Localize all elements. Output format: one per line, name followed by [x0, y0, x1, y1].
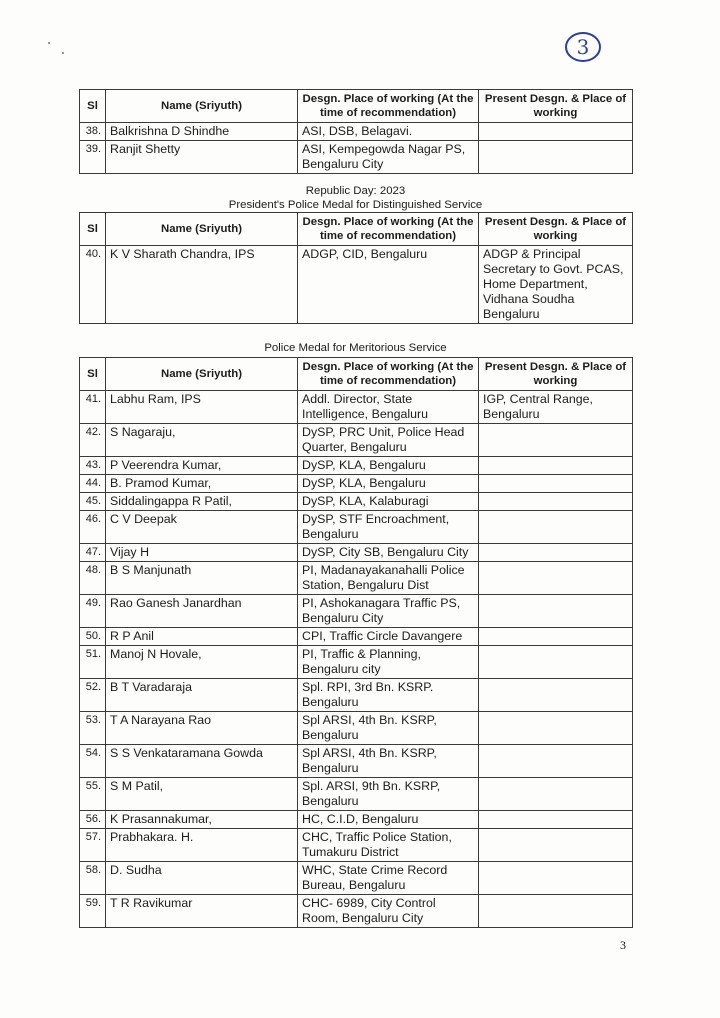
cell-designation: Spl ARSI, 4th Bn. KSRP, Bengaluru: [298, 745, 479, 778]
table-row: [80, 493, 633, 511]
table-meritorious-service: [79, 357, 633, 928]
cell-name: S S Venkataramana Gowda: [106, 745, 298, 778]
cell-present: [479, 862, 633, 895]
cell-sl: 46.: [80, 511, 106, 544]
table-row: [80, 679, 633, 712]
cell-present: [479, 646, 633, 679]
cell-name: T R Ravikumar: [106, 895, 298, 928]
header-name: Name (Sriyuth): [106, 213, 298, 246]
table-row: [80, 562, 633, 595]
cell-sl: 55.: [80, 778, 106, 811]
cell-name: Manoj N Hovale,: [106, 646, 298, 679]
cell-designation: Addl. Director, State Intelligence, Bengaluru: [298, 391, 479, 424]
cell-sl: 42.: [80, 424, 106, 457]
header-sl: Sl: [80, 358, 106, 391]
cell-name: Siddalingappa R Patil,: [106, 493, 298, 511]
cell-designation: Spl ARSI, 4th Bn. KSRP, Bengaluru: [298, 712, 479, 745]
table-body: [80, 246, 633, 324]
cell-designation: DySP, STF Encroachment, Bengaluru: [298, 511, 479, 544]
section-title-meritorious-service: Police Medal for Meritorious Service: [264, 342, 447, 354]
cell-sl: 43.: [80, 457, 106, 475]
table-row: [80, 595, 633, 628]
table-row: [80, 862, 633, 895]
cell-designation: WHC, State Crime Record Bureau, Bengaluru: [298, 862, 479, 895]
handwritten-page-mark: [563, 30, 603, 64]
table-row: [80, 123, 633, 141]
table-row: [80, 745, 633, 778]
cell-present: [479, 457, 633, 475]
cell-present: ADGP & Principal Secretary to Govt. PCAS, Home Department, Vidhana Soudha Bengaluru: [479, 246, 633, 324]
table-row: [80, 511, 633, 544]
cell-present: [479, 562, 633, 595]
cell-present: [479, 679, 633, 712]
header-present: Present Desgn. & Place of working: [479, 213, 633, 246]
cell-designation: HC, C.I.D, Bengaluru: [298, 811, 479, 829]
header-name: Name (Sriyuth): [106, 90, 298, 123]
cell-name: Rao Ganesh Janardhan: [106, 595, 298, 628]
header-sl: Sl: [80, 213, 106, 246]
scan-speck: [62, 52, 64, 54]
cell-present: [479, 141, 633, 174]
cell-designation: PI, Madanayakanahalli Police Station, Bengaluru Dist: [298, 562, 479, 595]
cell-name: B. Pramod Kumar,: [106, 475, 298, 493]
table-row: [80, 544, 633, 562]
cell-present: [479, 493, 633, 511]
table-row: [80, 246, 633, 324]
cell-sl: 48.: [80, 562, 106, 595]
cell-designation: DySP, KLA, Kalaburagi: [298, 493, 479, 511]
table-body: [80, 391, 633, 928]
cell-present: [479, 745, 633, 778]
cell-sl: 52.: [80, 679, 106, 712]
table-row: [80, 475, 633, 493]
cell-present: [479, 712, 633, 745]
table-row: [80, 895, 633, 928]
page-mark-text: 3: [576, 35, 590, 59]
cell-present: [479, 123, 633, 141]
table-row: [80, 457, 633, 475]
cell-name: K Prasannakumar,: [106, 811, 298, 829]
cell-present: [479, 595, 633, 628]
cell-name: T A Narayana Rao: [106, 712, 298, 745]
cell-designation: DySP, KLA, Bengaluru: [298, 457, 479, 475]
cell-name: B T Varadaraja: [106, 679, 298, 712]
cell-present: [479, 424, 633, 457]
cell-name: Balkrishna D Shindhe: [106, 123, 298, 141]
header-designation: Desgn. Place of working (At the time of recommendation): [298, 213, 479, 246]
cell-name: D. Sudha: [106, 862, 298, 895]
cell-sl: 54.: [80, 745, 106, 778]
header-present: Present Desgn. & Place of working: [479, 358, 633, 391]
cell-present: [479, 544, 633, 562]
cell-sl: 39.: [80, 141, 106, 174]
cell-name: B S Manjunath: [106, 562, 298, 595]
cell-designation: DySP, City SB, Bengaluru City: [298, 544, 479, 562]
table-header-row: [80, 358, 633, 391]
cell-name: Prabhakara. H.: [106, 829, 298, 862]
table-row: [80, 829, 633, 862]
table-header-row: [80, 90, 633, 123]
cell-designation: CHC, Traffic Police Station, Tumakuru District: [298, 829, 479, 862]
cell-designation: ADGP, CID, Bengaluru: [298, 246, 479, 324]
section-title-republic-day: Republic Day: 2023: [305, 185, 406, 197]
table-header-row: [80, 213, 633, 246]
cell-sl: 58.: [80, 862, 106, 895]
cell-sl: 57.: [80, 829, 106, 862]
table-section-continued: [79, 89, 633, 174]
cell-present: [479, 628, 633, 646]
cell-name: S M Patil,: [106, 778, 298, 811]
cell-designation: Spl. RPI, 3rd Bn. KSRP. Bengaluru: [298, 679, 479, 712]
header-present: Present Desgn. & Place of working: [479, 90, 633, 123]
page-number: 3: [620, 938, 626, 952]
cell-sl: 45.: [80, 493, 106, 511]
cell-designation: PI, Ashokanagara Traffic PS, Bengaluru City: [298, 595, 479, 628]
table-row: [80, 646, 633, 679]
cell-name: S Nagaraju,: [106, 424, 298, 457]
cell-name: Labhu Ram, IPS: [106, 391, 298, 424]
cell-sl: 44.: [80, 475, 106, 493]
cell-sl: 59.: [80, 895, 106, 928]
cell-present: [479, 811, 633, 829]
table-body: [80, 123, 633, 174]
scan-speck: [48, 42, 50, 44]
cell-present: [479, 895, 633, 928]
cell-sl: 40.: [80, 246, 106, 324]
cell-sl: 41.: [80, 391, 106, 424]
cell-sl: 51.: [80, 646, 106, 679]
table-row: [80, 391, 633, 424]
cell-name: R P Anil: [106, 628, 298, 646]
cell-sl: 50.: [80, 628, 106, 646]
cell-present: IGP, Central Range, Bengaluru: [479, 391, 633, 424]
cell-present: [479, 778, 633, 811]
cell-designation: CHC- 6989, City Control Room, Bengaluru City: [298, 895, 479, 928]
cell-present: [479, 475, 633, 493]
table-row: [80, 424, 633, 457]
cell-sl: 56.: [80, 811, 106, 829]
cell-designation: CPI, Traffic Circle Davangere: [298, 628, 479, 646]
cell-designation: Spl. ARSI, 9th Bn. KSRP, Bengaluru: [298, 778, 479, 811]
cell-name: Vijay H: [106, 544, 298, 562]
cell-sl: 53.: [80, 712, 106, 745]
cell-designation: PI, Traffic & Planning, Bengaluru city: [298, 646, 479, 679]
table-row: [80, 141, 633, 174]
table-row: [80, 712, 633, 745]
table-distinguished-service: [79, 212, 633, 324]
cell-sl: 38.: [80, 123, 106, 141]
table-row: [80, 811, 633, 829]
header-sl: Sl: [80, 90, 106, 123]
cell-sl: 47.: [80, 544, 106, 562]
cell-designation: ASI, Kempegowda Nagar PS, Bengaluru City: [298, 141, 479, 174]
header-designation: Desgn. Place of working (At the time of recommendation): [298, 358, 479, 391]
cell-present: [479, 511, 633, 544]
cell-name: C V Deepak: [106, 511, 298, 544]
cell-name: Ranjit Shetty: [106, 141, 298, 174]
cell-sl: 49.: [80, 595, 106, 628]
cell-designation: DySP, PRC Unit, Police Head Quarter, Bengaluru: [298, 424, 479, 457]
cell-name: P Veerendra Kumar,: [106, 457, 298, 475]
section-title-distinguished-service: President's Police Medal for Distinguished Service: [228, 199, 483, 211]
header-designation: Desgn. Place of working (At the time of recommendation): [298, 90, 479, 123]
cell-designation: ASI, DSB, Belagavi.: [298, 123, 479, 141]
table-row: [80, 778, 633, 811]
cell-present: [479, 829, 633, 862]
cell-designation: DySP, KLA, Bengaluru: [298, 475, 479, 493]
table-row: [80, 628, 633, 646]
cell-name: K V Sharath Chandra, IPS: [106, 246, 298, 324]
header-name: Name (Sriyuth): [106, 358, 298, 391]
